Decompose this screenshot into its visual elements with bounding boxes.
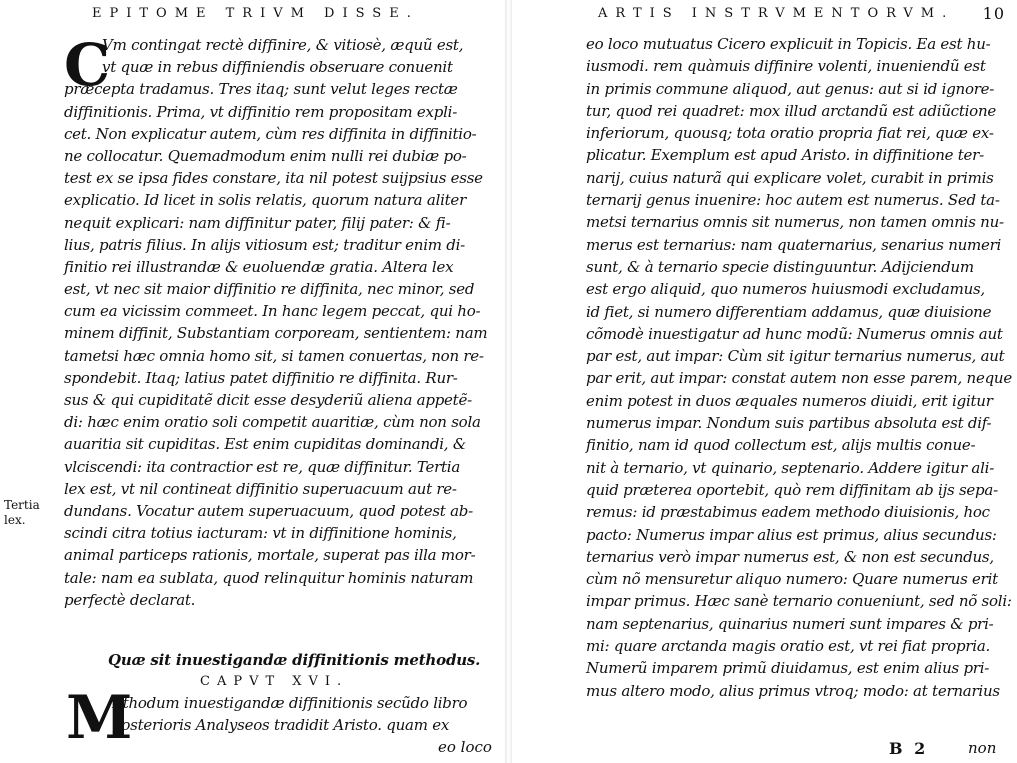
text-line: cùm nõ mensuretur aliquo numero: Quare numerus erit bbox=[586, 570, 998, 589]
text-line: test ex se ipsa fides constare, ita nil potest suijpsius esse bbox=[64, 169, 483, 188]
chapter-heading: CAPVT XVI. bbox=[200, 674, 349, 689]
text-line: in primis commune aliquod, aut genus: aut si id ignore- bbox=[586, 79, 995, 98]
left-catchword: eo loco bbox=[438, 738, 492, 756]
text-line: spondebit. Itaq; latius patet diffinitio re diffinita. Rur- bbox=[64, 368, 458, 387]
text-line: animal particeps rationis, mortale, superat pas illa mor- bbox=[64, 546, 476, 565]
text-line: tur, quod rei quadret: mox illud arctandũ est adiũctione bbox=[586, 101, 996, 120]
text-line: metsi ternarius omnis sit numerus, non tamen omnis nu- bbox=[586, 213, 1004, 232]
text-line: tale: nam ea sublata, quod relinquitur hominis naturam bbox=[64, 568, 474, 587]
text-line: nam septenarius, quinarius numeri sunt impares & pri- bbox=[586, 614, 994, 633]
margin-note bbox=[4, 498, 40, 528]
text-line: cet. Non explicatur autem, cùm res diffinita in diffinitio- bbox=[64, 124, 477, 143]
text-line: iusmodi. rem quàmuis diffinire volenti, inueniendũ est bbox=[586, 57, 986, 76]
text-line: finitio, nam id quod collectum est, alijs multis conue- bbox=[586, 436, 976, 455]
text-line: sus & qui cupiditatẽ dicit esse desyderiũ aliena appetẽ- bbox=[64, 391, 472, 409]
text-line: vt quæ in rebus diffiniendis obseruare conuenit bbox=[102, 58, 453, 77]
left-page bbox=[0, 0, 505, 763]
text-line: diffinitionis. Prima, vt diffinitio rem propositam expli- bbox=[64, 102, 458, 121]
text-line: ne collocatur. Quemadmodum enim nulli rei dubiæ po- bbox=[64, 146, 467, 165]
left-chapter-text bbox=[64, 692, 467, 736]
text-line: inferiorum, quousq; tota oratio propria fiat rei, quæ ex- bbox=[586, 124, 994, 143]
text-line: impar primus. Hæc sanè ternario conueniunt, sed nõ soli: bbox=[586, 592, 1012, 611]
text-line: di: hæc enim oratio soli competit auaritiæ, cùm non sola bbox=[64, 413, 481, 432]
page-number: 10 bbox=[982, 4, 1005, 23]
text-line: plicatur. Exemplum est apud Aristo. in diffinitione ter- bbox=[586, 146, 984, 165]
text-line: perfectè declarat. bbox=[64, 590, 196, 609]
text-line: mus altero modo, alius primus vtroq; modo: at ternarius bbox=[586, 681, 1000, 700]
left-running-head: EPITOME TRIVM DISSE. bbox=[92, 6, 419, 21]
drop-cap-m: M bbox=[66, 683, 133, 753]
right-body-text bbox=[586, 33, 1012, 702]
text-line: nit à ternario, vt quinario, septenario. Addere igitur ali- bbox=[586, 458, 995, 477]
text-line: est, vt nec sit maior diffinitio re diffinita, nec minor, sed bbox=[64, 280, 475, 299]
text-line: posterioris Analyseos tradidit Aristo. quam ex bbox=[112, 716, 450, 735]
left-body-text bbox=[64, 31, 488, 611]
text-line: lius, patris filius. In alijs vitiosum est; traditur enim di- bbox=[64, 235, 465, 254]
right-running-head: ARTIS INSTRVMENTORVM. bbox=[598, 6, 955, 21]
drop-cap-c: C bbox=[64, 31, 111, 99]
text-line: est ergo aliquid, quo numeros huiusmodi excludamus, bbox=[586, 280, 985, 299]
text-line: ternarij genus inuenire: hoc autem est numerus. Sed ta- bbox=[586, 191, 1000, 210]
text-line: dundans. Vocatur autem superuacuum, quod potest ab- bbox=[64, 501, 473, 520]
text-line: nequit explicari: nam diffinitur pater, filij pater: & fi- bbox=[64, 213, 451, 232]
right-page bbox=[512, 0, 1017, 763]
text-line: Ethodum inuestigandæ diffinitionis secũdo libro bbox=[112, 694, 468, 712]
text-line: præcepta tradamus. Tres itaq; sunt velut leges rectæ bbox=[64, 80, 458, 99]
text-line: mi: quare arctanda magis oratio est, vt rei fiat propria. bbox=[586, 637, 991, 656]
text-line: auaritia sit cupiditas. Est enim cupiditas dominandi, & bbox=[64, 435, 466, 454]
margin-note-line: lex. bbox=[4, 513, 26, 527]
text-line: sunt, & à ternario specie distinguuntur. Adijciendum bbox=[586, 257, 974, 276]
text-line: id fiet, si numero differentiam addamus, quæ diuisione bbox=[586, 302, 992, 321]
text-line: numerus impar. Nondum suis partibus absoluta est dif- bbox=[586, 414, 992, 433]
text-line: remus: id præstabimus eadem methodo diuisionis, hoc bbox=[586, 503, 990, 522]
text-line: scindi citra totius iacturam: vt in diffinitione hominis, bbox=[64, 524, 457, 543]
text-line: vlciscendi: ita contractior est re, quæ diffinitur. Tertia bbox=[64, 457, 461, 476]
section-heading: Quæ sit inuestigandæ diffinitionis methodus. bbox=[108, 651, 481, 669]
text-line: lex est, vt nil contineat diffinitio superuacuum aut re- bbox=[64, 479, 457, 498]
text-line: pacto: Numerus impar alius est primus, alius secundus: bbox=[586, 525, 997, 544]
text-line: Vm contingat rectè diffinire, & vitiosè, æquũ est, bbox=[102, 36, 464, 54]
right-catchword: non bbox=[968, 739, 997, 757]
text-line: cum ea vicissim commeet. In hanc legem peccat, qui ho- bbox=[64, 302, 481, 321]
book-gutter bbox=[505, 0, 512, 763]
text-line: merus est ternarius: nam quaternarius, senarius numeri bbox=[586, 235, 1002, 254]
text-line: narij, cuius naturã qui explicare volet, curabit in primis bbox=[586, 168, 994, 187]
text-line: Numerũ imparem primũ diuidamus, est enim alius pri- bbox=[586, 659, 990, 678]
text-line: par erit, aut impar: constat autem non esse parem, neque bbox=[586, 369, 1012, 388]
text-line: par est, aut impar: Cùm sit igitur ternarius numerus, aut bbox=[586, 347, 1005, 366]
text-line: quid præterea oportebit, quò rem diffinitam ab ijs sepa- bbox=[586, 480, 998, 499]
text-line: finitio rei illustrandæ & euoluendæ gratia. Altera lex bbox=[64, 257, 454, 276]
margin-note-line: Tertia bbox=[4, 498, 40, 512]
text-line: eo loco mutuatus Cicero explicuit in Topicis. Ea est hu- bbox=[586, 35, 991, 53]
text-line: tametsi hæc omnia homo sit, si tamen conuertas, non re- bbox=[64, 346, 484, 365]
text-line: ternarius verò impar numerus est, & non est secundus, bbox=[586, 547, 994, 566]
text-line: cõmodè inuestigatur ad hunc modũ: Numerus omnis aut bbox=[586, 324, 1003, 343]
text-line: minem diffinit, Substantiam corpoream, sentientem: nam bbox=[64, 324, 488, 343]
text-line: enim potest in duos æquales numeros diuidi, erit igitur bbox=[586, 391, 993, 410]
text-line: explicatio. Id licet in solis relatis, quorum natura aliter bbox=[64, 191, 466, 210]
signature-mark: B 2 bbox=[889, 739, 929, 758]
